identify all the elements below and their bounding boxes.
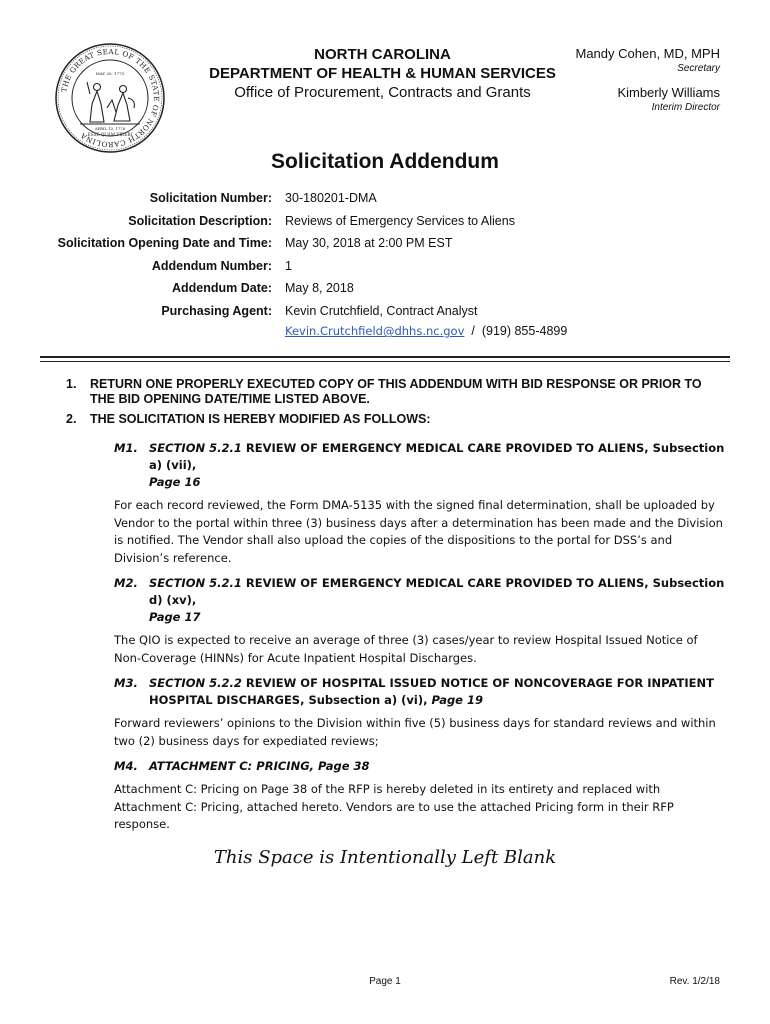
modification-body: Forward reviewers’ opinions to the Division within five (5) business days for standard reviews and within two (2) business days for expediated reviews; [114, 716, 716, 748]
modification-m1 [114, 440, 726, 567]
instruction-text: THE SOLICITATION IS HEREBY MODIFIED AS FOLLOWS: [90, 412, 431, 426]
instruction-item [66, 377, 726, 407]
modification-m4 [114, 758, 726, 834]
info-row-description [0, 210, 770, 233]
modification-number: M4. [114, 759, 138, 773]
section-reference: SECTION 5.2.1 [149, 576, 242, 590]
contact-separator: / [471, 324, 475, 339]
section-title: REVIEW OF HOSPITAL ISSUED NOTICE OF NONCOVERAGE FOR INPATIENT HOSPITAL DISCHARGES, Subsection a) (vi), [149, 676, 714, 707]
section-title: , [309, 759, 319, 773]
purchasing-agent-label: Purchasing Agent: [161, 303, 272, 318]
addendum-date-value: May 8, 2018 [285, 281, 354, 296]
solicitation-number-value: 30-180201-DMA [285, 191, 377, 206]
instruction-item [66, 412, 726, 427]
header-divider-thick [40, 356, 730, 358]
solicitation-description-label: Solicitation Description: [128, 213, 272, 228]
section-title: REVIEW OF EMERGENCY MEDICAL CARE PROVIDED TO ALIENS, Subsection d) (xv), [149, 576, 725, 607]
director-title: Interim Director [651, 102, 720, 113]
footer-page-number: Page 1 [369, 976, 401, 987]
modification-heading [114, 758, 726, 775]
section-reference: ATTACHMENT C: PRICING [149, 759, 310, 773]
section-reference: SECTION 5.2.1 [149, 441, 242, 455]
info-row-opening [0, 232, 770, 255]
page-reference: Page 38 [318, 759, 370, 773]
instruction-number: 1. [66, 377, 77, 391]
header-divider-thin [40, 361, 730, 362]
instruction-number: 2. [66, 412, 77, 426]
page-reference: Page 17 [149, 610, 201, 624]
state-seal-logo [54, 42, 166, 154]
department-name: DEPARTMENT OF HEALTH & HUMAN SERVICES [209, 65, 556, 82]
officials-block [576, 46, 721, 124]
office-name: Office of Procurement, Contracts and Grants [234, 84, 531, 101]
agent-email-link[interactable]: Kevin.Crutchfield@dhhs.nc.gov [285, 324, 465, 339]
opening-date-value: May 30, 2018 at 2:00 PM EST [285, 236, 453, 251]
modification-heading [114, 575, 726, 626]
addendum-date-label: Addendum Date: [172, 281, 272, 296]
modification-body: For each record reviewed, the Form DMA-5135 with the signed final determination, shall be uploaded by Vendor to the portal within three (3) business days after a determination has been made and the Division is notified. The Vendor shall also upload the copies of the dispositions to the portal for DSS’s and Division’s reference. [114, 498, 723, 565]
solicitation-number-label: Solicitation Number: [149, 191, 272, 206]
purchasing-agent-value: Kevin Crutchfield, Contract Analyst [285, 303, 478, 318]
info-row-addendum-date [0, 277, 770, 300]
secretary-title: Secretary [677, 63, 720, 74]
modification-heading [114, 675, 726, 709]
intentionally-blank-notice: This Space is Intentionally Left Blank [213, 847, 557, 868]
page-reference: Page 19 [431, 693, 483, 707]
opening-date-label: Solicitation Opening Date and Time: [57, 236, 272, 251]
instruction-list [66, 377, 726, 432]
footer-revision: Rev. 1/2/18 [669, 976, 720, 987]
modifications-list [114, 440, 726, 842]
modification-body: Attachment C: Pricing on Page 38 of the RFP is hereby deleted in its entirety and replaced with Attachment C: Pricing, attached hereto. Vendors are to use the attached Pricing form in their RFP response. [114, 782, 674, 831]
addendum-number-label: Addendum Number: [151, 258, 272, 273]
info-row-number [0, 187, 770, 210]
page-reference: Page 16 [149, 475, 201, 489]
solicitation-info [0, 187, 770, 343]
section-reference: SECTION 5.2.2 [149, 676, 242, 690]
section-title: REVIEW OF EMERGENCY MEDICAL CARE PROVIDED TO ALIENS, Subsection a) (vii), [149, 441, 725, 472]
agent-contact [285, 324, 567, 338]
addendum-number-value: 1 [285, 258, 292, 273]
state-name: NORTH CAROLINA [314, 46, 451, 63]
agent-phone: (919) 855-4899 [481, 324, 568, 339]
seal-motto: ESSE QUAM VIDERI [87, 132, 133, 137]
modification-number: M2. [114, 576, 138, 590]
modification-heading [114, 440, 726, 491]
instruction-text: RETURN ONE PROPERLY EXECUTED COPY OF THIS ADDENDUM WITH BID RESPONSE OR PRIOR TO THE BID OPENING DATE/TIME LISTED ABOVE. [90, 377, 702, 406]
modification-m3 [114, 675, 726, 750]
seal-ring-text: THE GREAT SEAL OF THE STATE OF NORTH CAROLINA [59, 46, 162, 150]
modification-m2 [114, 575, 726, 667]
modification-number: M3. [114, 676, 138, 690]
document-title: Solicitation Addendum [271, 150, 499, 173]
agency-header [190, 45, 575, 102]
info-row-agent [0, 300, 770, 323]
info-row-addendum-number [0, 255, 770, 278]
modification-number: M1. [114, 441, 138, 455]
info-row-agent-contact [0, 320, 770, 343]
director-name: Kimberly Williams [617, 85, 720, 100]
secretary-name: Mandy Cohen, MD, MPH [575, 46, 720, 61]
solicitation-description-value: Reviews of Emergency Services to Aliens [285, 213, 515, 228]
seal-date-top: MAY 20, 1775 [95, 71, 125, 76]
seal-date-bottom: APRIL 12, 1776 [94, 126, 126, 131]
modification-body: The QIO is expected to receive an average of three (3) cases/year to review Hospital Issued Notice of Non-Coverage (HINNs) for Acute Inpatient Hospital Discharges. [114, 633, 698, 665]
